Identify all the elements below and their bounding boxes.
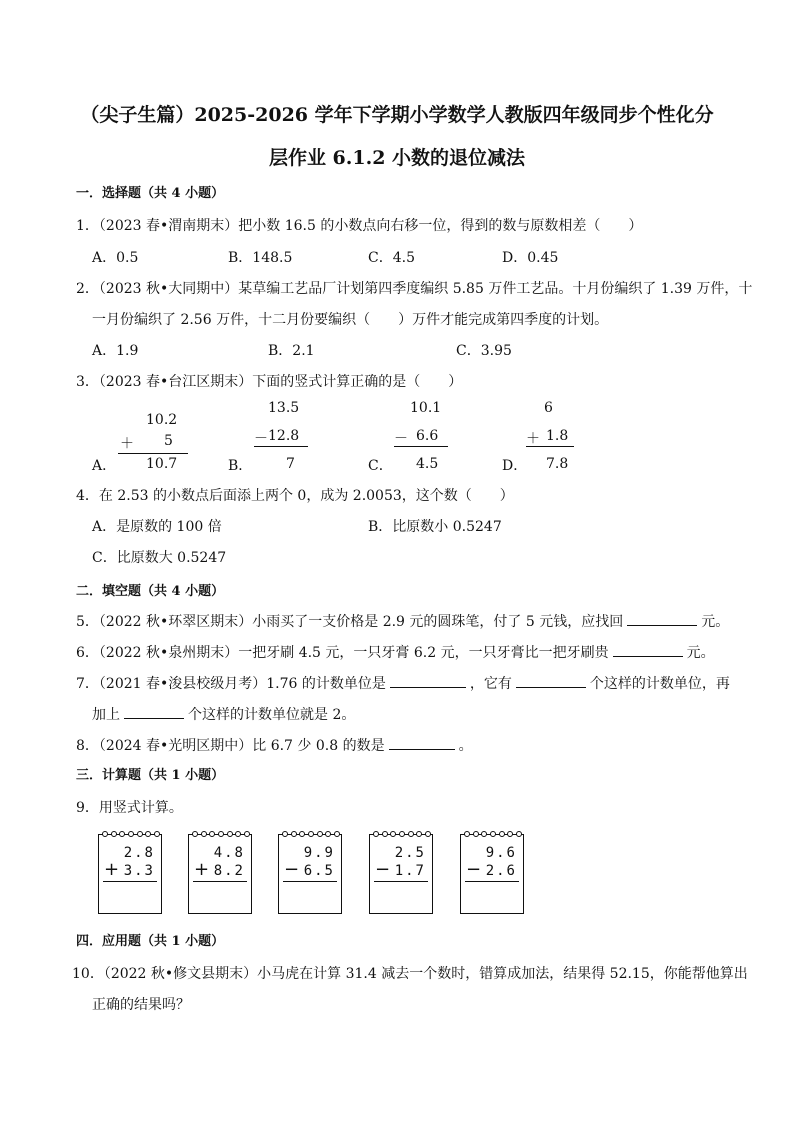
q2-option-b: B．2.1: [268, 343, 315, 359]
q7-text-mid: ，它有: [469, 676, 512, 692]
calc-line: [394, 446, 448, 447]
question-7-line-2: [92, 704, 355, 725]
question-5: [76, 611, 729, 632]
question-9-text: 9．用竖式计算。: [76, 800, 183, 816]
q1-option-c: C．4.5: [368, 250, 415, 266]
q6-text: 6．（2022 秋•泉州期末）一把牙刷 4.5 元，一只牙膏 6.2 元，一只牙膏比一把牙刷贵: [76, 645, 609, 661]
calc-second-number: 5: [164, 433, 173, 449]
q5-text: 5．（2022 秋•环翠区期末）小雨买了一支价格是 2.9 元的圆珠笔，付了 5 元钱，应找回: [76, 614, 624, 630]
q7-line2-post: 个这样的计数单位就是 2。: [188, 707, 356, 723]
calc-second-number: 1.8: [546, 428, 569, 444]
calc-notepad-1: [98, 834, 162, 914]
calc-result: 7.8: [546, 456, 569, 472]
notepad-second-number: 1.7: [394, 863, 426, 879]
q8-text: 8．（2024 春•光明区期中）比 6.7 少 0.8 的数是: [76, 738, 385, 754]
notepad-operator: −: [284, 859, 300, 880]
calc-notepad-2: [188, 834, 252, 914]
q4-option-a: A．是原数的 100 倍: [92, 519, 222, 535]
question-8: [76, 735, 473, 756]
calc-top-number: 10.1: [410, 400, 442, 416]
notepad-top-number: 9.9: [303, 845, 335, 861]
section-heading-choice: 一．选择题（共 4 小题）: [76, 186, 225, 201]
question-1-text: 1．（2023 春•渭南期末）把小数 16.5 的小数点向右移一位，得到的数与原数相差（ ）: [76, 218, 643, 234]
question-2-line-2: 一月份编织了 2.56 万件，十二月份要编织（ ）万件才能完成第四季度的计划。: [92, 312, 609, 328]
calc-operator: ＋: [526, 431, 540, 447]
calc-top-number: 13.5: [268, 400, 300, 416]
q4-option-b: B．比原数小 0.5247: [368, 519, 502, 535]
question-3-text: 3．（2023 春•台江区期末）下面的竖式计算正确的是（ ）: [76, 374, 463, 390]
page-title-line-2: 层作业 6.1.2 小数的退位减法: [268, 147, 526, 169]
q5-unit: 元。: [701, 614, 730, 630]
calc-operator: ＋: [120, 436, 134, 452]
q7-answer-blank-1[interactable]: [390, 673, 466, 688]
calc-top-number: 10.2: [146, 412, 178, 428]
q1-option-b: B．148.5: [228, 250, 293, 266]
q7-line2-pre: 加上: [92, 707, 120, 723]
notepad-operator: −: [466, 859, 482, 880]
q7-answer-blank-3[interactable]: [124, 704, 184, 719]
q4-option-c: C．比原数大 0.5247: [92, 550, 227, 566]
calc-operator: －: [394, 431, 408, 447]
q3-label-b: B．: [228, 458, 253, 474]
notepad-operator: +: [194, 859, 210, 880]
q7-text: 7．（2021 春•浚县校级月考）1.76 的计数单位是: [76, 676, 386, 692]
notepad-operator: +: [104, 859, 120, 880]
q8-answer-blank[interactable]: [389, 735, 455, 750]
q3-calc-b: [254, 400, 310, 472]
q8-end: 。: [458, 738, 473, 754]
calc-notepad-4: [369, 834, 433, 914]
section-heading-application: 四．应用题（共 1 小题）: [76, 934, 225, 949]
q3-label-a: A．: [92, 458, 117, 474]
q1-option-d: D．0.45: [502, 250, 559, 266]
q7-text-post: 个这样的计数单位，再: [589, 676, 730, 692]
question-4-text: 4．在 2.53 的小数点后面添上两个 0，成为 2.0053，这个数（ ）: [76, 488, 514, 504]
q3-label-d: D．: [502, 458, 528, 474]
calc-result: 10.7: [146, 456, 178, 472]
calc-result: 4.5: [416, 456, 439, 472]
question-6: [76, 642, 715, 663]
calc-notepad-3: [278, 834, 342, 914]
calc-line: [118, 453, 188, 454]
notepad-top-number: 2.8: [123, 845, 155, 861]
calc-line: [254, 446, 308, 447]
q6-answer-blank[interactable]: [613, 642, 683, 657]
notepad-second-number: 3.3: [123, 863, 155, 879]
q2-option-a: A．1.9: [92, 343, 139, 359]
calc-second-number: 6.6: [416, 428, 439, 444]
notepad-operator: −: [375, 859, 391, 880]
calc-second-number: 12.8: [268, 428, 300, 444]
notepad-top-number: 9.6: [485, 845, 517, 861]
q3-calc-c: [394, 400, 450, 472]
question-2-line-1: 2．（2023 秋•大同期中）某草编工艺品厂计划第四季度编织 5.85 万件工艺品。十月份编织了 1.39 万件，十: [76, 281, 753, 297]
question-10-line-2: 正确的结果吗？: [92, 997, 190, 1013]
calc-top-number: 6: [544, 400, 553, 416]
calc-line: [526, 446, 574, 447]
q2-option-c: C．3.95: [456, 343, 512, 359]
question-7-line-1: [76, 673, 730, 694]
notepad-top-number: 4.8: [213, 845, 245, 861]
calc-result: 7: [286, 456, 295, 472]
section-heading-calc: 三．计算题（共 1 小题）: [76, 768, 225, 783]
q3-label-c: C．: [368, 458, 393, 474]
question-10-line-1: 10．（2022 秋•修文县期末）小马虎在计算 31.4 减去一个数时，错算成加法，结果得 52.15，你能帮他算出: [72, 966, 748, 982]
q6-unit: 元。: [686, 645, 715, 661]
q1-option-a: A．0.5: [92, 250, 139, 266]
q7-answer-blank-2[interactable]: [516, 673, 586, 688]
q3-calc-a: [118, 412, 190, 472]
calc-notepad-5: [460, 834, 524, 914]
calc-operator: －: [254, 431, 268, 447]
notepad-second-number: 2.6: [485, 863, 517, 879]
notepad-top-number: 2.5: [394, 845, 426, 861]
q5-answer-blank[interactable]: [627, 611, 697, 626]
section-heading-fill: 二．填空题（共 4 小题）: [76, 584, 225, 599]
page-title-line-1: （尖子生篇）2025-2026 学年下学期小学数学人教版四年级同步个性化分: [80, 104, 714, 126]
q3-calc-d: [526, 400, 576, 472]
notepad-second-number: 8.2: [213, 863, 245, 879]
notepad-second-number: 6.5: [303, 863, 335, 879]
